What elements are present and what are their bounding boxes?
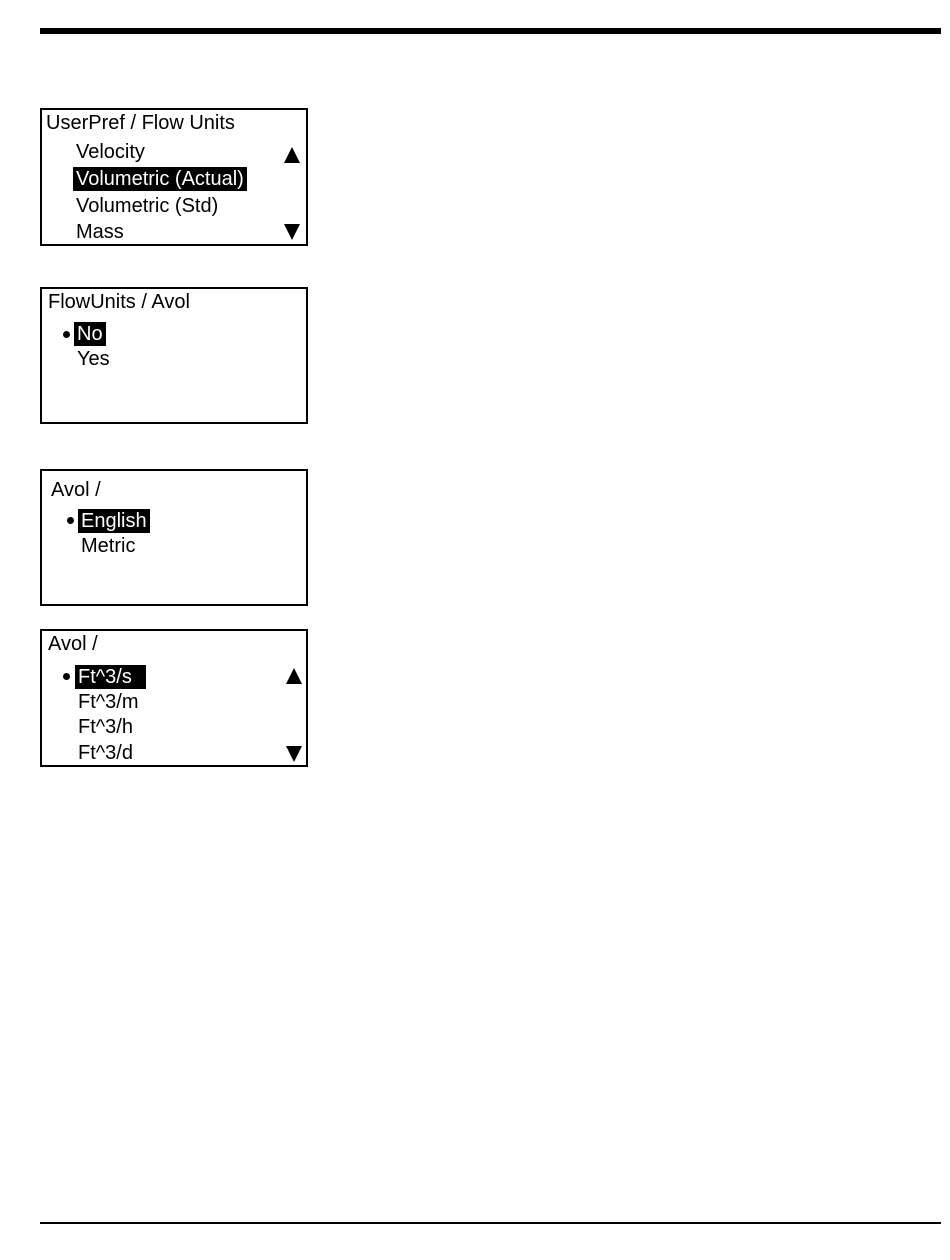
option-label: English [78, 509, 150, 533]
screen-title: Avol / [51, 479, 101, 501]
lcd-screen-avol-units [40, 629, 308, 767]
menu-item-velocity[interactable] [73, 139, 148, 165]
unit-item-ft3-per-d[interactable] [75, 740, 136, 766]
top-rule [40, 28, 941, 34]
menu-item-volumetric-actual[interactable] [73, 166, 247, 192]
bottom-rule [40, 1222, 941, 1224]
unit-item-ft3-per-s[interactable] [75, 664, 146, 690]
lcd-screen-avol-unit-system [40, 469, 308, 606]
scroll-up-arrow-icon[interactable] [286, 668, 302, 684]
scroll-up-arrow-icon[interactable] [284, 147, 300, 163]
scroll-down-arrow-icon[interactable] [286, 746, 302, 762]
option-yes[interactable] [74, 346, 113, 372]
menu-item-label: Volumetric (Actual) [73, 167, 247, 191]
radio-bullet-icon [63, 331, 70, 338]
lcd-screen-flow-units [40, 108, 308, 246]
menu-item-mass[interactable] [73, 219, 127, 245]
radio-bullet-icon [63, 673, 70, 680]
screen-title: UserPref / Flow Units [46, 112, 235, 134]
option-label: Yes [77, 348, 110, 370]
unit-label: Ft^3/s [75, 665, 146, 689]
unit-label: Ft^3/m [78, 691, 139, 713]
menu-item-label: Mass [76, 221, 124, 243]
menu-item-label: Volumetric (Std) [76, 195, 219, 217]
unit-item-ft3-per-m[interactable] [75, 689, 142, 715]
option-label: No [74, 322, 106, 346]
unit-label: Ft^3/d [78, 742, 133, 764]
radio-bullet-icon [67, 517, 74, 524]
option-english[interactable] [78, 508, 150, 534]
screen-title: Avol / [48, 633, 98, 655]
option-label: Metric [81, 535, 136, 557]
option-no[interactable] [74, 321, 106, 347]
scroll-down-arrow-icon[interactable] [284, 224, 300, 240]
option-metric[interactable] [78, 533, 138, 559]
unit-label: Ft^3/h [78, 716, 133, 738]
menu-item-volumetric-std[interactable] [73, 193, 221, 219]
screen-title: FlowUnits / Avol [48, 291, 190, 313]
lcd-screen-avol-enable [40, 287, 308, 424]
menu-item-label: Velocity [76, 141, 145, 163]
unit-item-ft3-per-h[interactable] [75, 714, 136, 740]
